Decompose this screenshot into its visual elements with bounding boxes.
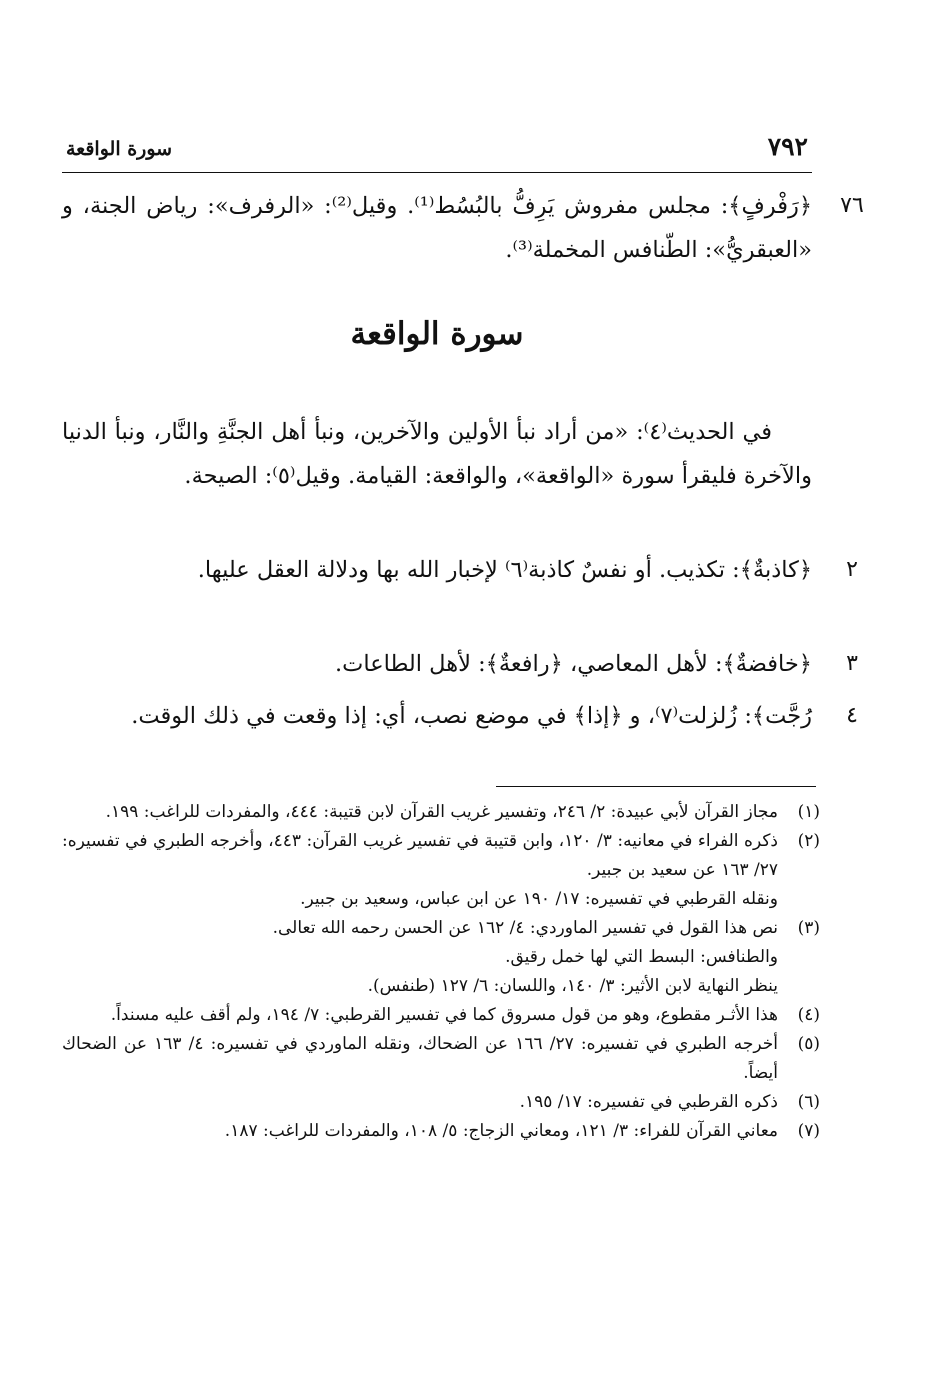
verse-3 [62, 642, 858, 686]
page-number: ٧٩٢ [767, 132, 808, 161]
running-title: سورة الواقعة [66, 138, 173, 160]
intro-paragraph: في الحديث⁽٤⁾: «من أراد نبأ الأولين والآخرين، ونبأ أهل الجنَّةِ والنَّار، ونبأ الدنيا والآخرة فليقرأ سورة «الواقعة»، والواقعة: القيامة. وقيل⁽٥⁾: الصيحة. [62, 419, 812, 489]
footnote-3 [62, 914, 820, 1001]
verse-number: ٣ [846, 651, 858, 676]
footnote-text: ينظر النهاية لابن الأثير: ٣/ ١٤٠، واللسان: ٦/ ١٢٧ (طنفس). [367, 976, 778, 996]
page-header [62, 128, 812, 173]
entry-76 [62, 184, 864, 272]
verse-text: رُجَّت﴾: زُلزلت⁽٧⁾، و ﴿إذا﴾ في موضع نصب، أي: إذا وقعت في ذلك الوقت. [131, 703, 812, 729]
footnote-number: (٦) [797, 1092, 820, 1112]
footnote-2 [62, 827, 820, 914]
footnote-6 [62, 1088, 820, 1117]
verse-text: ﴿كاذبةٌ﴾: تكذيب. أو نفسٌ كاذبة⁽٦⁾ لإخبار الله بها ودلالة العقل عليها. [197, 557, 812, 583]
surah-title: سورة الواقعة [350, 316, 524, 352]
verse-number: ٤ [846, 703, 858, 728]
footnote-4 [62, 1001, 820, 1030]
footnote-number: (١) [797, 802, 820, 822]
footnote-text: أخرجه الطبري في تفسيره: ٢٧/ ١٦٦ عن الضحاك، ونقله الماوردي في تفسيره: ٤/ ١٦٣ عن الضحاك أيضاً. [62, 1034, 779, 1083]
footnote-number: (٢) [797, 831, 820, 851]
verse-number: ٢ [846, 557, 858, 582]
footnotes [62, 798, 820, 1146]
footnote-number: (٧) [797, 1121, 820, 1141]
footnote-text: ونقله القرطبي في تفسيره: ١٧/ ١٩٠ عن ابن عباس، وسعيد بن جبير. [300, 889, 778, 909]
footnote-text: نص هذا القول في تفسير الماوردي: ٤/ ١٦٢ عن الحسن رحمه الله تعالى. [272, 918, 778, 938]
verse-text: ﴿خافضةٌ﴾: لأهل المعاصي، ﴿رافعةٌ﴾: لأهل الطاعات. [335, 651, 812, 677]
verse-4 [62, 694, 858, 738]
footnote-text: والطنافس: البسط التي لها خمل رقيق. [505, 947, 778, 967]
footnote-text: مجاز القرآن لأبي عبيدة: ٢/ ٢٤٦، وتفسير غريب القرآن لابن قتيبة: ٤٤٤، والمفردات للراغب: ١٩٩. [105, 802, 778, 822]
verse-2 [62, 548, 858, 592]
footnote-text: ذكره الفراء في معانيه: ٣/ ١٢٠، وابن قتيبة في تفسير غريب القرآن: ٤٤٣، وأخرجه الطبري في تفسيره: ٢٧/ ١٦٣ عن سعيد بن جبير. [62, 831, 778, 880]
footnote-7 [62, 1117, 820, 1146]
entry-number: ٧٦ [840, 193, 864, 218]
footnote-number: (٤) [797, 1005, 820, 1025]
footnote-separator [496, 786, 816, 787]
footnote-5 [62, 1030, 820, 1088]
footnote-number: (٥) [797, 1034, 820, 1054]
footnote-text: هذا الأثـر مقطوع، وهو من قول مسروق كما في تفسير القرطبي: ٧/ ١٩٤، ولم أقف عليه مسنداً. [110, 1005, 778, 1025]
footnote-text: ذكره القرطبي في تفسيره: ١٧/ ١٩٥. [519, 1092, 778, 1112]
footnote-number: (٣) [797, 918, 820, 938]
entry-text: ﴿رَفْرفٍ﴾: مجلس مفروش يَرِفُّ بالبُسُط⁽¹⁾. وقيل⁽²⁾: «الرفرف»: رياض الجنة، و «العبقريُّ»: الطّنافس المخملة⁽³⁾. [62, 193, 812, 263]
footnote-1 [62, 798, 820, 827]
footnote-text: معاني القرآن للفراء: ٣/ ١٢١، ومعاني الزجاج: ٥/ ١٠٨، والمفردات للراغب: ١٨٧. [224, 1121, 778, 1141]
